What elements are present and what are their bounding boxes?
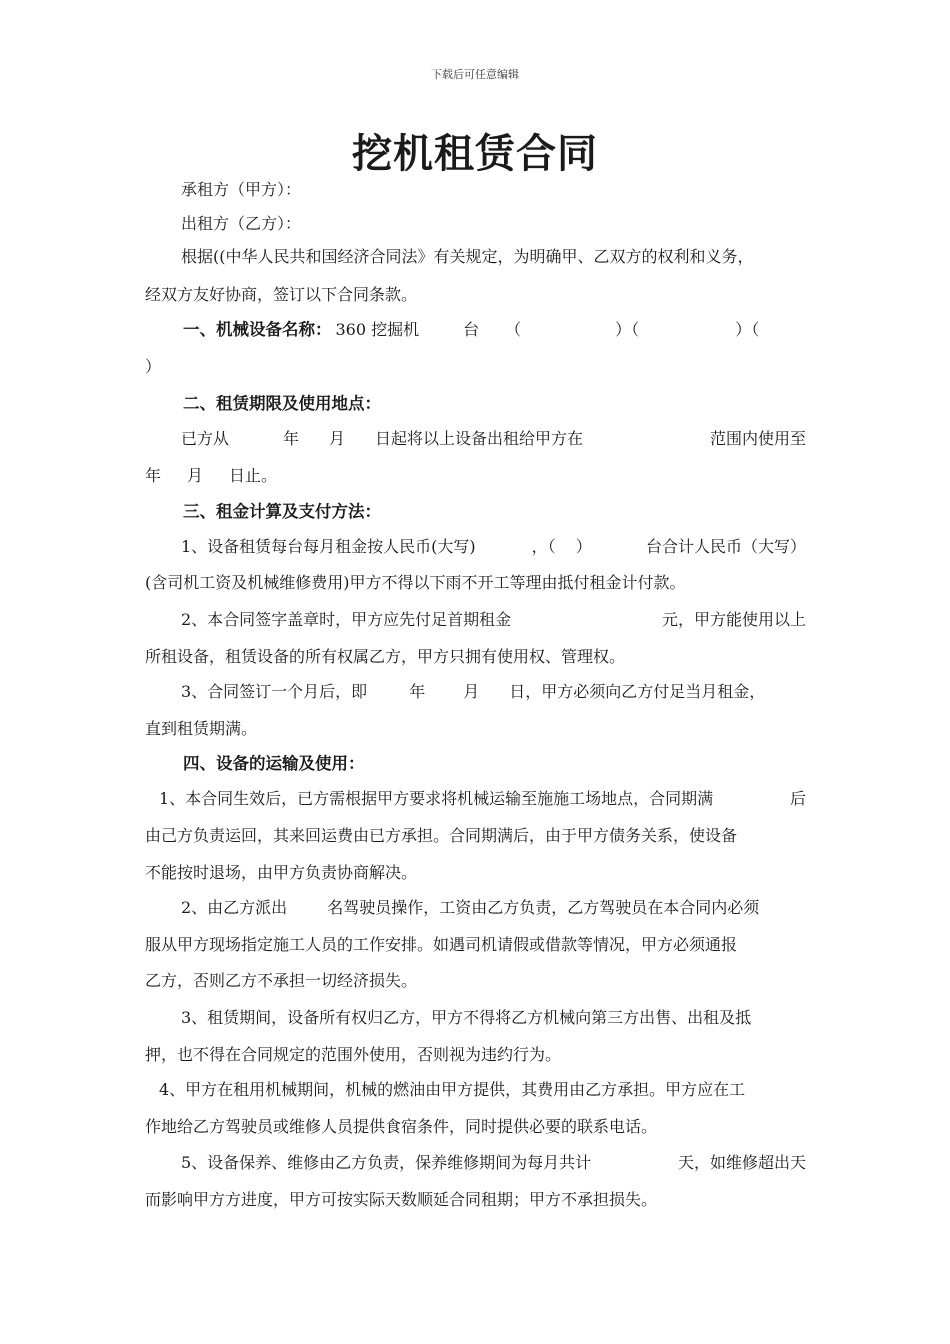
section-4-line-11 — [181, 1152, 806, 1174]
s2-end-year: 年 — [145, 466, 162, 485]
s2-text-a: 已方从 — [181, 429, 230, 448]
unit-label: 台 — [463, 320, 480, 339]
section-3-heading: 三、租金计算及支付方法： — [183, 502, 381, 521]
section-4-line-12: 而影响甲方方进度，甲方可按实际天数顺延合同租期；甲方不承担损失。 — [145, 1190, 658, 1209]
s3-1-text-d: 台合计人民币（大写） — [645, 537, 806, 556]
s3-2-text-b: 元，甲方能使用以上 — [661, 610, 806, 629]
intro-line-2: 经双方友好协商，签订以下合同条款。 — [145, 285, 418, 304]
s3-3-text-d: 日，甲方必须向乙方付足当月租金， — [509, 682, 766, 701]
s4-11-text-b: 天，如维修超出天 — [677, 1153, 806, 1172]
section-4-line-10: 作地给乙方驾驶员或维修人员提供食宿条件，同时提供必要的联系电话。 — [145, 1117, 658, 1136]
section-4-line-9: 4、甲方在租用机械期间，机械的燃油由甲方提供，其费用由乙方承担。甲方应在工 — [159, 1080, 746, 1099]
s4-1-text-b: 后 — [789, 789, 806, 808]
section-4-line-8: 押，也不得在合同规定的范围外使用，否则视为违约行为。 — [145, 1045, 562, 1064]
section-3-item-2-line-1 — [181, 609, 806, 631]
party-b-line: 出租方（乙方）： — [181, 214, 302, 233]
section-3-item-1-line-2: (含司机工资及机械维修费用)甲方不得以下雨不开工等理由抵付租金计付款。 — [145, 573, 686, 592]
s2-month: 月 — [329, 429, 346, 448]
s4-4-text-b: 名驾驶员操作，工资由乙方负责，乙方驾驶员在本合同内必须 — [327, 898, 760, 917]
s3-2-text-a: 2、本合同签字盖章时，甲方应先付足首期租金 — [181, 610, 512, 629]
paren-2: ）（ — [615, 320, 640, 339]
party-a-line: 承租方（甲方）： — [181, 180, 302, 199]
section-3-item-1-line-1 — [181, 536, 806, 558]
section-2-heading: 二、租赁期限及使用地点： — [183, 394, 381, 413]
s2-text-e: 范围内使用至 — [709, 429, 806, 448]
section-4-line-5: 服从甲方现场指定施工人员的工作安排。如遇司机请假或借款等情况，甲方必须通报 — [145, 935, 738, 954]
s3-1-text-b: ，（ — [531, 537, 556, 556]
section-2-line-2 — [145, 465, 277, 487]
section-4-line-4 — [181, 897, 806, 919]
paren-1: （ — [505, 320, 522, 339]
s3-1-text-c: ） — [575, 537, 592, 556]
section-4-line-6: 乙方，否则乙方不承担一切经济损失。 — [145, 971, 418, 990]
equipment-model: 360 挖掘机 — [335, 320, 420, 339]
paren-3: ）（ — [735, 320, 760, 339]
s3-3-month: 月 — [463, 682, 480, 701]
s3-3-text-a: 3、合同签订一个月后，即 — [181, 682, 368, 701]
section-1-line — [183, 319, 808, 341]
s2-text-d: 日起将以上设备出租给甲方在 — [375, 429, 584, 448]
s3-3-year: 年 — [409, 682, 426, 701]
s2-end-month: 月 — [187, 466, 204, 485]
paren-4: ） — [145, 357, 162, 376]
section-4-heading: 四、设备的运输及使用： — [183, 754, 365, 773]
section-2-line-1 — [181, 428, 806, 450]
section-3-item-3-line-2: 直到租赁期满。 — [145, 719, 258, 738]
section-3-item-3-line-1 — [181, 681, 806, 703]
section-3-item-2-line-2: 所租设备，租赁设备的所有权属乙方，甲方只拥有使用权、管理权。 — [145, 647, 626, 666]
s4-4-text-a: 2、由乙方派出 — [181, 898, 288, 917]
section-4-line-3: 不能按时退场，由甲方负责协商解决。 — [145, 863, 418, 882]
contract-title: 挖机租赁合同 — [352, 130, 598, 177]
section-4-line-2: 由己方负责运回，其来回运费由已方承担。合同期满后，由于甲方债务关系，使设备 — [145, 826, 738, 845]
section-1-heading: 一、机械设备名称： — [183, 320, 332, 339]
page-header: 下载后可任意编辑 — [431, 68, 519, 81]
s4-1-text-a: 1、本合同生效后，已方需根据甲方要求将机械运输至施施工场地点，合同期满 — [159, 789, 714, 808]
intro-line-1: 根据((中华人民共和国经济合同法》有关规定，为明确甲、乙双方的权利和义务， — [181, 247, 754, 266]
section-4-line-1 — [159, 788, 806, 810]
s4-11-text-a: 5、设备保养、维修由乙方负责，保养维修期间为每月共计 — [181, 1153, 592, 1172]
s3-1-text-a: 1、设备租赁每台每月租金按人民币(大写) — [181, 537, 476, 556]
section-4-line-7: 3、租赁期间，设备所有权归乙方，甲方不得将乙方机械向第三方出售、出租及抵 — [181, 1008, 752, 1027]
s2-end-day: 日止。 — [229, 466, 278, 485]
s2-year: 年 — [283, 429, 300, 448]
